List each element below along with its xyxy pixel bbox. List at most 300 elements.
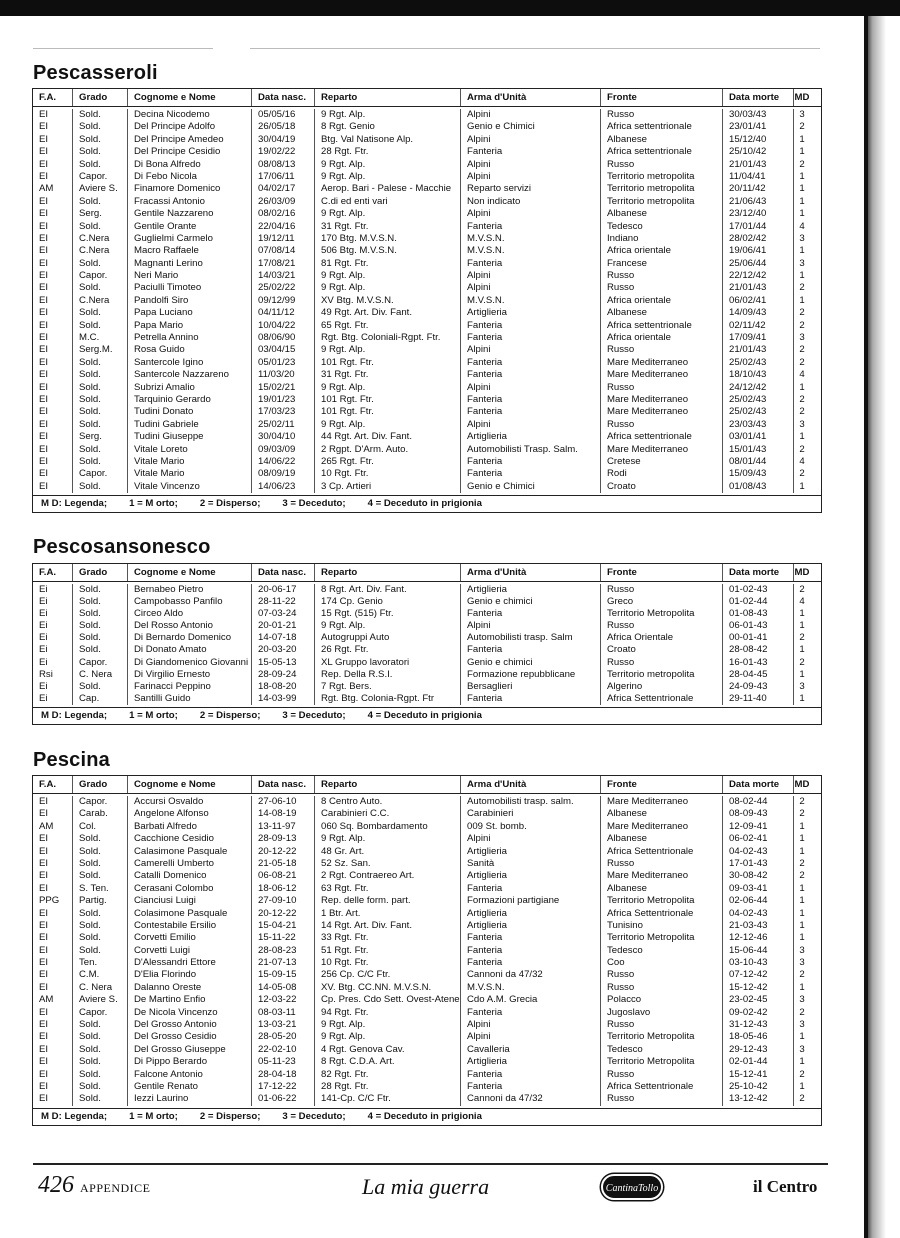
table-cell: 8 Rgt. Genio [315, 121, 461, 133]
table-row [33, 632, 821, 644]
table-cell: 18/10/43 [723, 369, 794, 381]
table-cell: Alpini [461, 109, 601, 121]
column-header: Data morte [723, 776, 794, 793]
table-cell: Territorio Metropolita [601, 1056, 723, 1068]
table-cell: Fanteria [461, 357, 601, 369]
table-cell: Fanteria [461, 1081, 601, 1093]
table-cell: EI [33, 221, 73, 233]
table-cell: Genio e chimici [461, 596, 601, 608]
table-cell: 23/12/40 [723, 208, 794, 220]
table-cell: Sold. [73, 357, 128, 369]
table-cell: 28-11-22 [252, 596, 315, 608]
table-cell: Partig. [73, 895, 128, 907]
table-cell: EI [33, 171, 73, 183]
table-cell: 9 Rgt. Alp. [315, 419, 461, 431]
table-cell: C.Nera [73, 295, 128, 307]
table-cell: Fanteria [461, 1069, 601, 1081]
table-cell: 49 Rgt. Art. Div. Fant. [315, 307, 461, 319]
table-cell: 01-06-22 [252, 1093, 315, 1105]
table-row [33, 895, 821, 907]
column-header: Cognome e Nome [128, 564, 252, 581]
table-cell: Sold. [73, 406, 128, 418]
table-cell: C.M. [73, 969, 128, 981]
table-cell: Fanteria [461, 644, 601, 656]
legend [33, 495, 821, 512]
table-cell: EI [33, 1093, 73, 1105]
table-cell: Fanteria [461, 608, 601, 620]
table-cell: Accursi Osvaldo [128, 796, 252, 808]
table-cell: Fracassi Antonio [128, 196, 252, 208]
table-cell: Alpini [461, 833, 601, 845]
section-title-pescina: Pescina [33, 749, 111, 771]
table-cell: Fanteria [461, 332, 601, 344]
page-number: 426 [38, 1172, 74, 1198]
table-cell: Aviere S. [73, 183, 128, 195]
table-cell: XV. Btg. CC.NN. M.V.S.N. [315, 982, 461, 994]
table-cell: Sold. [73, 121, 128, 133]
table-cell: Russo [601, 982, 723, 994]
table-row [33, 920, 821, 932]
table-cell: Rep. Della R.S.I. [315, 669, 461, 681]
table-cell: 20-01-21 [252, 620, 315, 632]
column-header: Arma d'Unità [461, 776, 601, 793]
table-cell: 21/01/43 [723, 344, 794, 356]
table-cell: Tunisino [601, 920, 723, 932]
table-cell: EI [33, 208, 73, 220]
table-row [33, 932, 821, 944]
table-cell: Alpini [461, 1031, 601, 1043]
column-header: F.A. [33, 564, 73, 581]
table-cell: 1 [799, 620, 805, 632]
table-cell: Sold. [73, 945, 128, 957]
legend-item4: 4 = Deceduto in prigionia [367, 709, 482, 721]
table-cell: 09/03/09 [252, 444, 315, 456]
table-cell: Africa settentrionale [601, 431, 723, 443]
table-cell: 14/09/43 [723, 307, 794, 319]
table-row [33, 1069, 821, 1081]
table-cell: 18-06-12 [252, 883, 315, 895]
table-cell: Corvetti Luigi [128, 945, 252, 957]
table-cell: 15-09-15 [252, 969, 315, 981]
table-cell: Formazione repubblicane [461, 669, 601, 681]
table-cell: Sold. [73, 870, 128, 882]
table-cell: 170 Btg. M.V.S.N. [315, 233, 461, 245]
table-cell: 05/01/23 [252, 357, 315, 369]
table-cell: 11/04/41 [723, 171, 794, 183]
table-cell: 1 [799, 1056, 805, 1068]
table-cell: Camerelli Umberto [128, 858, 252, 870]
table-cell: 1 [799, 208, 805, 220]
page-spine-shadow [858, 16, 900, 1238]
table-cell: Fanteria [461, 468, 601, 480]
table-row [33, 468, 821, 480]
table-cell: 2 [799, 656, 805, 668]
table-cell: Sold. [73, 932, 128, 944]
table-cell: XV Btg. M.V.S.N. [315, 295, 461, 307]
table-cell: Campobasso Panfilo [128, 596, 252, 608]
table-cell: Sold. [73, 596, 128, 608]
column-header: Data morte [723, 564, 794, 581]
table-cell: 25/10/42 [723, 146, 794, 158]
table-cell: 27-06-10 [252, 796, 315, 808]
table-cell: 12-03-22 [252, 994, 315, 1006]
table-cell: Sold. [73, 382, 128, 394]
table-cell: Di Bona Alfredo [128, 159, 252, 171]
table-cell: 1 [799, 668, 805, 680]
table-cell: 22/04/16 [252, 221, 315, 233]
table-cell: Territorio Metropolita [601, 608, 723, 620]
table-cell: Genio e chimici [461, 657, 601, 669]
column-header: Cognome e Nome [128, 89, 252, 106]
table-cell: 31-12-43 [723, 1019, 794, 1031]
column-header: Reparto [315, 564, 461, 581]
column-header: Grado [73, 564, 128, 581]
table-row [33, 109, 821, 121]
table-cell: Tarquinio Gerardo [128, 394, 252, 406]
table-cell: 3 [799, 1019, 805, 1031]
table-cell: Sold. [73, 681, 128, 693]
table-cell: 1 [799, 932, 805, 944]
table-cell: EI [33, 159, 73, 171]
table-cell: 1 [799, 183, 805, 195]
table-cell: 3 [799, 418, 805, 430]
table-cell: 14/06/23 [252, 481, 315, 493]
table-row [33, 1031, 821, 1043]
table-cell: Fanteria [461, 146, 601, 158]
table-cell: 2 [799, 319, 805, 331]
table-row [33, 270, 821, 282]
table-cell: 1 [799, 907, 805, 919]
table-cell: 20-12-22 [252, 908, 315, 920]
table-cell: 4 [799, 369, 805, 381]
table-row [33, 1007, 821, 1019]
table-cell: Di Virgilio Ernesto [128, 669, 252, 681]
table-row [33, 808, 821, 820]
table-cell: Alpini [461, 382, 601, 394]
table-cell: 17/09/41 [723, 332, 794, 344]
table-cell: 24-09-43 [723, 681, 794, 693]
table-cell: 26/05/18 [252, 121, 315, 133]
table-cell: Del Principe Cesidio [128, 146, 252, 158]
table-cell: 03/01/41 [723, 431, 794, 443]
table-cell: Fanteria [461, 456, 601, 468]
table-cell: Rosa Guido [128, 344, 252, 356]
table-cell: EI [33, 357, 73, 369]
table-cell: 1 [799, 133, 805, 145]
table-cell: Di Febo Nicola [128, 171, 252, 183]
table-cell: Subrizi Amalio [128, 382, 252, 394]
table-row [33, 444, 821, 456]
table-cell: 13-03-21 [252, 1019, 315, 1031]
table-cell: 01-02-44 [723, 596, 794, 608]
table-cell: Calasimone Pasquale [128, 846, 252, 858]
table-row [33, 1093, 821, 1105]
table-cell: 08/01/44 [723, 456, 794, 468]
table-cell: 1 [799, 195, 805, 207]
table-cell: 9 Rgt. Alp. [315, 109, 461, 121]
table-cell: 19/12/11 [252, 233, 315, 245]
table-cell: Sold. [73, 1069, 128, 1081]
table-row [33, 419, 821, 431]
table-cell: Africa settentrionale [601, 320, 723, 332]
table-cell: Automobilisti trasp. salm. [461, 796, 601, 808]
table-cell: EI [33, 1069, 73, 1081]
table-cell: 24/12/42 [723, 382, 794, 394]
table-cell: Macro Raffaele [128, 245, 252, 257]
column-header: Fronte [601, 564, 723, 581]
table-cell: Capor. [73, 270, 128, 282]
table-cell: 7 Rgt. Bers. [315, 681, 461, 693]
table-cell: Russo [601, 1093, 723, 1105]
table-cell: Tudini Gabriele [128, 419, 252, 431]
table-cell: Colasimone Pasquale [128, 908, 252, 920]
table-cell: 060 Sq. Bombardamento [315, 821, 461, 833]
table-cell: S. Ten. [73, 883, 128, 895]
table-cell: Neri Mario [128, 270, 252, 282]
table-cell: 07-03-24 [252, 608, 315, 620]
table-cell: 3 Cp. Artieri [315, 481, 461, 493]
table-row [33, 295, 821, 307]
table-cell: Sold. [73, 608, 128, 620]
table-cell: 2 Rgpt. D'Arm. Auto. [315, 444, 461, 456]
table-cell: 08/09/19 [252, 468, 315, 480]
table-cell: Indiano [601, 233, 723, 245]
table-cell: 07/08/14 [252, 245, 315, 257]
table-cell: Albanese [601, 307, 723, 319]
table-cell: 08/08/13 [252, 159, 315, 171]
newspaper-name: il Centro [753, 1177, 818, 1196]
table-cell: Capor. [73, 1007, 128, 1019]
table-row [33, 258, 821, 270]
table-cell: 10/04/22 [252, 320, 315, 332]
table-cell: 04/11/12 [252, 307, 315, 319]
table-cell: Rgt. Btg. Coloniali-Rgpt. Ftr. [315, 332, 461, 344]
table-cell: M.V.S.N. [461, 245, 601, 257]
table-cell: Fanteria [461, 320, 601, 332]
table-cell: 9 Rgt. Alp. [315, 270, 461, 282]
table-cell: EI [33, 481, 73, 493]
table-cell: 17/03/23 [252, 406, 315, 418]
table-row [33, 382, 821, 394]
table-cell: 03-10-43 [723, 957, 794, 969]
table-cell: 9 Rgt. Alp. [315, 282, 461, 294]
table-cell: 81 Rgt. Ftr. [315, 258, 461, 270]
table-cell: EI [33, 233, 73, 245]
table-cell: Albanese [601, 134, 723, 146]
column-header: Fronte [601, 776, 723, 793]
column-header: Arma d'Unità [461, 564, 601, 581]
table-cell: Del Grosso Antonio [128, 1019, 252, 1031]
table-cell: Tedesco [601, 1044, 723, 1056]
table-cell: Ei [33, 681, 73, 693]
table-cell: Decina Nicodemo [128, 109, 252, 121]
table-cell: EI [33, 468, 73, 480]
table-cell: 4 [799, 596, 805, 608]
table-cell: 06-08-21 [252, 870, 315, 882]
table-cell: EI [33, 1081, 73, 1093]
table-cell: 2 [799, 356, 805, 368]
table-cell: C. Nera [73, 982, 128, 994]
table-row [33, 1081, 821, 1093]
table-cell: EI [33, 1044, 73, 1056]
table-cell: Fanteria [461, 406, 601, 418]
table-cell: EI [33, 1007, 73, 1019]
table-cell: 8 Centro Auto. [315, 796, 461, 808]
table-cell: 06-01-43 [723, 620, 794, 632]
column-header: Data nasc. [252, 89, 315, 106]
table-cell: Sold. [73, 1056, 128, 1068]
table-cell: AM [33, 994, 73, 1006]
table-cell: EI [33, 196, 73, 208]
legend-item1: 1 = M orto; [129, 709, 178, 721]
table-cell: 08/06/90 [252, 332, 315, 344]
table-cell: Russo [601, 159, 723, 171]
table-cell: 00-01-41 [723, 632, 794, 644]
table-cell: Carab. [73, 808, 128, 820]
table-cell: 2 [799, 1093, 805, 1105]
table-cell: Greco [601, 596, 723, 608]
table-cell: Territorio Metropolita [601, 895, 723, 907]
table-cell: Russo [601, 657, 723, 669]
table-cell: 28-09-13 [252, 833, 315, 845]
table-row [33, 657, 821, 669]
table-cell: 33 Rgt. Ftr. [315, 932, 461, 944]
table-cell: 15/02/21 [252, 382, 315, 394]
legend-label: M D: Legenda; [41, 709, 108, 721]
table-row [33, 969, 821, 981]
column-header: Data nasc. [252, 564, 315, 581]
table-cell: Fanteria [461, 945, 601, 957]
table-cell: 51 Rgt. Ftr. [315, 945, 461, 957]
table-cell: Albanese [601, 208, 723, 220]
table-cell: 20-06-17 [252, 584, 315, 596]
table-cell: Africa Settentrionale [601, 1081, 723, 1093]
table-cell: 9 Rgt. Alp. [315, 159, 461, 171]
table-cell: EI [33, 369, 73, 381]
table-cell: Circeo Aldo [128, 608, 252, 620]
table-cell: 3 [799, 257, 805, 269]
table-cell: 15-12-42 [723, 982, 794, 994]
table-row [33, 233, 821, 245]
table-cell: 1 [799, 692, 805, 704]
table-cell: 15/12/40 [723, 134, 794, 146]
column-header: Grado [73, 776, 128, 793]
table-cell: 3 [799, 957, 805, 969]
table-cell: 31 Rgt. Ftr. [315, 369, 461, 381]
table-row [33, 644, 821, 656]
table-cell: 25/06/44 [723, 258, 794, 270]
table-cell: 25/02/43 [723, 394, 794, 406]
table-cell: 2 [799, 808, 805, 820]
table-cell: Iezzi Laurino [128, 1093, 252, 1105]
table-cell: 1 [799, 919, 805, 931]
legend-item3: 3 = Deceduto; [282, 498, 346, 510]
table-cell: 15-05-13 [252, 657, 315, 669]
table-cell: EI [33, 307, 73, 319]
table-cell: Santercole Igino [128, 357, 252, 369]
table-cell: Algerino [601, 681, 723, 693]
table-cell: Africa Settentrionale [601, 908, 723, 920]
table-cell: Artiglieria [461, 920, 601, 932]
table-cell: Africa Orientale [601, 632, 723, 644]
table-row [33, 159, 821, 171]
table-row [33, 146, 821, 158]
table-cell: EI [33, 908, 73, 920]
table-cell: 1 [799, 882, 805, 894]
table-cell: Autogruppi Auto [315, 632, 461, 644]
table-cell: 9 Rgt. Alp. [315, 1019, 461, 1031]
table-cell: Russo [601, 419, 723, 431]
table-cell: EI [33, 833, 73, 845]
table-cell: EI [33, 332, 73, 344]
table-cell: 1 [799, 820, 805, 832]
table-cell: Ei [33, 596, 73, 608]
table-cell: Mare Mediterraneo [601, 369, 723, 381]
table-cell: 23-02-45 [723, 994, 794, 1006]
table-cell: Mare Mediterraneo [601, 821, 723, 833]
table-cell: 03/04/15 [252, 344, 315, 356]
table-cell: Russo [601, 1019, 723, 1031]
table-cell: M.C. [73, 332, 128, 344]
table-cell: Pandolfi Siro [128, 295, 252, 307]
table-cell: Vitale Vincenzo [128, 481, 252, 493]
table-cell: 8 Rgt. C.D.A. Art. [315, 1056, 461, 1068]
table-cell: 2 [799, 969, 805, 981]
table-cell: Territorio metropolita [601, 669, 723, 681]
table-cell: 17/01/44 [723, 221, 794, 233]
table-cell: 65 Rgt. Ftr. [315, 320, 461, 332]
table-cell: EI [33, 456, 73, 468]
table-cell: Fanteria [461, 369, 601, 381]
table-cell: EI [33, 419, 73, 431]
table-cell: 1 [799, 981, 805, 993]
table-cell: 101 Rgt. Ftr. [315, 406, 461, 418]
table-cell: Gentile Renato [128, 1081, 252, 1093]
table-cell: Sold. [73, 159, 128, 171]
table-row [33, 821, 821, 833]
table-cell: EI [33, 1031, 73, 1043]
table-cell: 1 [799, 431, 805, 443]
table-row [33, 282, 821, 294]
table-cell: 2 [799, 870, 805, 882]
table-cell: Serg.M. [73, 344, 128, 356]
column-header: F.A. [33, 89, 73, 106]
table-cell: Petrella Annino [128, 332, 252, 344]
table-cell: Territorio metropolita [601, 196, 723, 208]
table-cell: 265 Rgt. Ftr. [315, 456, 461, 468]
table-cell: Finamore Domenico [128, 183, 252, 195]
table-cell: 28-05-20 [252, 1031, 315, 1043]
column-header: Data nasc. [252, 776, 315, 793]
table-row [33, 1056, 821, 1068]
table-cell: 28 Rgt. Ftr. [315, 1081, 461, 1093]
table-cell: Coo [601, 957, 723, 969]
table-row [33, 883, 821, 895]
table-cell: 15/01/43 [723, 444, 794, 456]
table-cell: 2 [799, 406, 805, 418]
table-cell: Formazioni partigiane [461, 895, 601, 907]
table-cell: 63 Rgt. Ftr. [315, 883, 461, 895]
table-cell: Alpini [461, 1019, 601, 1031]
table-cell: Sold. [73, 584, 128, 596]
table-cell: Russo [601, 858, 723, 870]
table-cell: 04/02/17 [252, 183, 315, 195]
top-rule-left [33, 48, 213, 49]
table-cell: 21-03-43 [723, 920, 794, 932]
table-cell: EI [33, 109, 73, 121]
table-cell: Tedesco [601, 221, 723, 233]
table-cell: 28-04-18 [252, 1069, 315, 1081]
